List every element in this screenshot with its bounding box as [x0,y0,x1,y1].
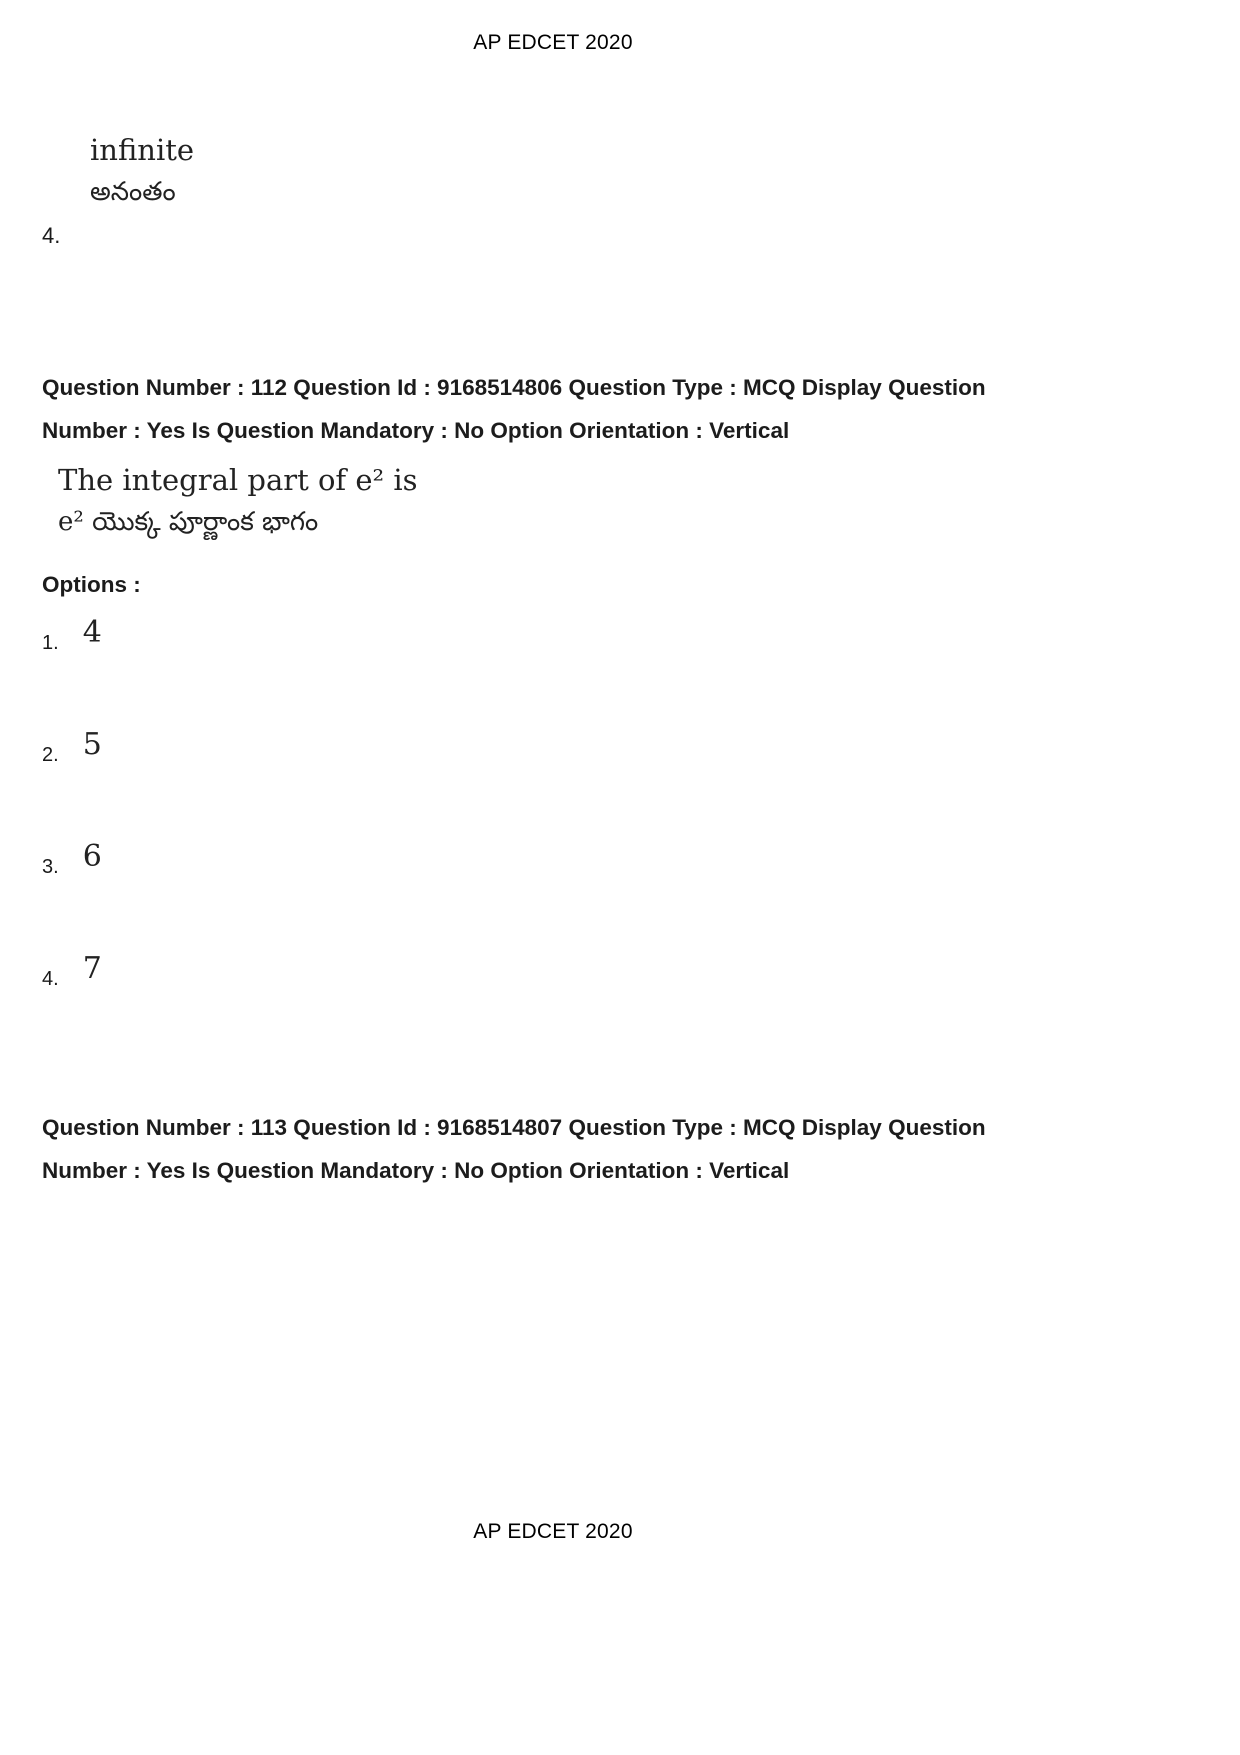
option-3-value: 6 [82,839,102,874]
option-row-4 [42,951,102,991]
question-112-body [58,463,418,543]
header-title: AP EDCET 2020 [473,31,633,54]
previous-option-text-english: infinite [90,133,195,167]
question-112-meta-line-1: Question Number : 112 Question Id : 9168514806 Question Type : MCQ Display Question [42,375,986,400]
question-112-meta-line-2: Number : Yes Is Question Mandatory : No Option Orientation : Vertical [42,418,790,443]
option-4-number: 4. [42,968,59,990]
options-label: Options : [42,572,141,597]
previous-option-content [90,133,194,213]
question-112-metadata [42,366,1052,452]
option-3-number: 3. [42,856,59,878]
previous-question-option-4 [42,133,194,249]
options-list [42,615,102,1063]
option-1-value: 4 [82,615,102,650]
previous-option-number: 4. [42,223,61,248]
question-112-text-english: The integral part of e² is [58,463,418,497]
option-2-value: 5 [82,727,102,762]
question-113-metadata [42,1106,1052,1192]
previous-option-text-telugu: అనంతం [90,177,176,207]
option-row-2 [42,727,102,767]
question-112-text-telugu: e² యొక్క పూర్ణాంక భాగం [58,507,319,537]
option-2-number: 2. [42,744,59,766]
option-row-1 [42,615,102,655]
footer-title: AP EDCET 2020 [473,1520,633,1543]
question-113-meta-line-2: Number : Yes Is Question Mandatory : No Option Orientation : Vertical [42,1158,790,1183]
option-1-number: 1. [42,632,59,654]
option-4-value: 7 [82,951,102,986]
page-footer [0,1520,1106,1544]
page-header [0,31,1106,55]
option-row-3 [42,839,102,879]
question-113-meta-line-1: Question Number : 113 Question Id : 9168514807 Question Type : MCQ Display Question [42,1115,986,1140]
